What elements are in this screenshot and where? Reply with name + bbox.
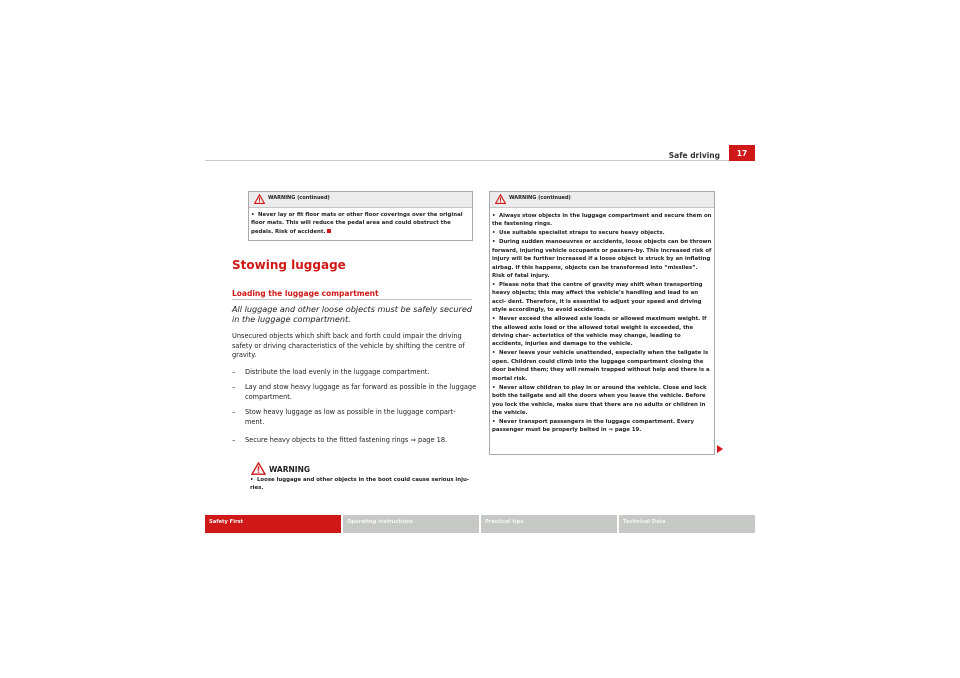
warning-item-text: Loose luggage and other objects in the boot could cause serious inju- ries. [250,477,470,492]
warning-item-text: Never transport passengers in the luggage compartment. Every passenger must be properly belted in ⇒ page 19. [492,418,694,434]
subsection-rule [232,299,472,300]
footer-tab-label: Safety First [209,519,244,525]
step-item [232,368,477,378]
warning-item [492,418,712,435]
bullet: • [492,213,496,219]
warning-item-text: Use suitable specialist straps to secure heavy objects. [499,230,665,237]
footer-tab-label: Practical tips [485,519,524,525]
footer-tab-operating-instructions[interactable] [343,515,479,533]
warning-triangle-icon [251,462,266,475]
continue-arrow-icon [717,445,723,453]
warning-item [492,349,712,383]
warning-item-text: Never lay or fit floor mats or other floor coverings over the original floor mats. This will reduce the pedal area and could obstruct the pedals. Risk of accident. [251,212,463,235]
warning-header [490,192,714,208]
footer-tab-technical-data[interactable] [619,515,755,533]
bullet: • [492,282,496,289]
warning-label: WARNING (continued) [268,195,330,201]
warning-item-text: During sudden manoeuvres or accidents, loose objects can be thrown forward, injuring vehicle occupants or passers-by. This increased risk of injury will be further increased if a loose object is struck by an inflating airbag. If this happens, objects can be transformed into “missiles”. Risk of fatal injury. [492,239,712,280]
warning-item [251,211,470,236]
warning-box-continued-right [489,191,715,455]
warning-label: WARNING (continued) [509,195,571,201]
warning-item [492,281,712,315]
step-text: Lay and stow heavy luggage as far forward as possible in the luggage compartment. [245,383,477,401]
bullet: • [251,212,255,218]
lead-text: All luggage and other loose objects must be safely secured in the luggage compartment. [232,304,473,325]
warning-box-left [250,476,472,493]
warning-item [492,315,712,349]
section-title: Stowing luggage [232,258,346,272]
step-item [232,436,477,446]
bullet: • [492,230,496,237]
footer-tab-label: Operating instructions [347,519,414,525]
warning-label: WARNING [269,465,311,474]
header-rule [205,160,755,161]
dash-marker: – [232,368,236,376]
warning-item [250,476,472,493]
footer-tab-practical-tips[interactable] [481,515,617,533]
bullet: • [492,384,496,391]
warning-item-text: Never allow children to play in or around the vehicle. Close and lock both the tailgate and all the doors when you leave the vehicle. Before you lock the vehicle, make sure that there are no adults or children in the vehicle. [492,384,707,416]
bullet: • [492,239,496,246]
warning-item-text: Never leave your vehicle unattended, especially when the tailgate is open. Children could climb into the luggage compartment closing the door behind them; they will remain trapped without help and there is a mortal risk. [492,350,710,382]
bullet: • [250,477,254,483]
dash-marker: – [232,408,236,416]
subsection-title: Loading the luggage compartment [232,289,379,298]
step-text: Distribute the load evenly in the luggage compartment. [245,368,430,376]
warning-item [492,229,712,237]
body-paragraph: Unsecured objects which shift back and forth could impair the driving safety or driving characteristics of the vehicle by shifting the centre of gravity. [232,332,465,360]
warning-item [492,212,712,229]
warning-item-text: Always stow objects in the luggage compartment and secure them on the fastening rings. [492,213,712,228]
bullet: • [492,350,496,357]
footer-tab-safety-first[interactable] [205,515,341,533]
footer-tab-label: Technical Data [623,519,666,525]
step-text: Secure heavy objects to the fitted fastening rings ⇒ page 18. [245,436,448,444]
warning-item-text: Never exceed the allowed axle loads or allowed maximum weight. If the allowed axle load or the allowed total weight is exceeded, the driving char- acteristics of the vehicle may change, leading to accidents, injuries and damage to the vehicle. [492,316,707,348]
warning-box-continued-left [248,191,473,241]
warning-item-text: Please note that the centre of gravity may shift when transporting heavy objects; this may affect the vehicle’s handling and lead to an acci- dent. Therefore, it is essential to adjust your speed and driving style accordingly, to avoid accidents. [492,282,703,314]
warning-triangle-icon [254,194,265,204]
warning-header [249,192,472,208]
dash-marker: – [232,436,236,444]
warning-triangle-icon [495,194,506,204]
step-item [232,383,477,402]
bullet: • [492,418,496,425]
warning-item [492,384,712,418]
step-text: Stow heavy luggage as low as possible in the luggage compart- ment. [245,408,456,426]
end-of-section-marker [327,229,331,233]
dash-marker: – [232,383,236,391]
bullet: • [492,316,496,323]
chapter-title: Safe driving [668,151,720,160]
step-item [232,408,477,427]
page-number: 17 [729,145,755,161]
warning-item [492,238,712,280]
